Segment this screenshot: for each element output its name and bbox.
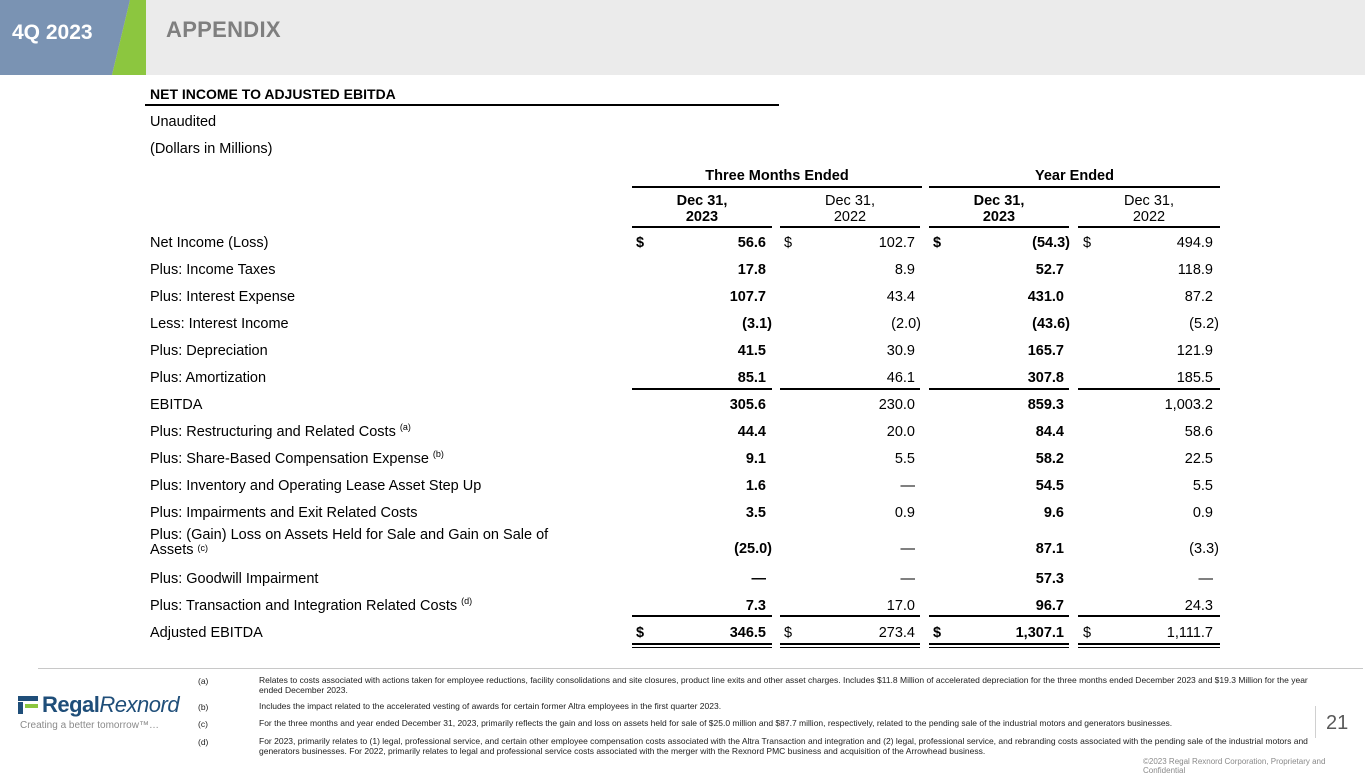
column-header-line1: Dec 31,: [825, 193, 875, 209]
table-cell: 3.5: [745, 505, 766, 521]
table-cell: 185.5: [1176, 370, 1213, 386]
table-cell: 85.1: [737, 370, 766, 386]
row-label-text: Plus: Interest Expense: [150, 289, 296, 305]
table-cell: 24.3: [1184, 598, 1213, 614]
footnote-key: (d): [198, 737, 209, 747]
row-label-text: Less: Interest Income: [150, 316, 289, 332]
table-row-label: [150, 424, 411, 440]
table-cell: 52.7: [1035, 262, 1064, 278]
currency-symbol: $: [933, 235, 942, 251]
column-header-line2: 2023: [982, 209, 1016, 225]
table-row-label: [150, 625, 263, 641]
table-cell: (5.2): [1189, 316, 1219, 332]
quarter-label: 4Q 2023: [12, 21, 93, 44]
table-cell: 8.9: [894, 262, 915, 278]
table-cell: 118.9: [1177, 262, 1213, 278]
table-cell: 58.6: [1184, 424, 1213, 440]
table-cell: 9.6: [1043, 505, 1064, 521]
table-cell: 44.4: [737, 424, 766, 440]
table-row-label: [150, 397, 202, 413]
table-cell: 43.4: [886, 289, 915, 305]
row-label-text: Plus: Impairments and Exit Related Costs: [150, 505, 418, 521]
table-cell: 0.9: [894, 505, 915, 521]
table-cell: 165.7: [1027, 343, 1064, 359]
column-header-q4-2023: [632, 193, 772, 225]
table-cell: 87.1: [1035, 541, 1064, 557]
row-label-text: Plus: Transaction and Integration Related Costs: [150, 598, 458, 614]
table-cell: 1,111.7: [1166, 625, 1213, 641]
table-cell: 30.9: [886, 343, 915, 359]
footnote-key: (b): [198, 702, 209, 712]
column-header-q4-2022: [780, 193, 920, 225]
group-header-year: Year Ended: [1035, 168, 1114, 184]
quarter-badge: [0, 0, 160, 75]
table-cell: 102.7: [878, 235, 915, 251]
table-row-label: [150, 505, 418, 521]
total-rule: [632, 643, 772, 645]
table-row-label: [150, 343, 268, 359]
company-tagline: Creating a better tomorrow™…: [20, 720, 159, 731]
column-header-line2: 2022: [833, 209, 867, 225]
footnote-ref: (b): [432, 449, 444, 459]
table-cell: 5.5: [894, 451, 915, 467]
table-row-label: [150, 451, 444, 467]
table-cell: 56.6: [737, 235, 766, 251]
footnote-text: Includes the impact related to the accelerated vesting of awards for certain former Altra employees in the first quarter 2023.: [259, 701, 722, 711]
currency-symbol: $: [784, 625, 793, 641]
footnote-text: For the three months and year ended December 31, 2023, primarily reflects the gain and loss on assets held for sale of $25.0 million and $87.7 million, respectively, related to the pending sale of the industrial motors and generators businesses.: [259, 718, 1173, 728]
total-rule: [780, 388, 920, 390]
column-rule: [632, 226, 772, 228]
row-label-text: EBITDA: [150, 397, 203, 413]
table-cell: 9.1: [745, 451, 766, 467]
header-bar: [0, 0, 1365, 75]
row-label-text: Plus: Goodwill Impairment: [150, 571, 319, 587]
section-title: NET INCOME TO ADJUSTED EBITDA: [150, 86, 396, 102]
table-row-label: [150, 316, 289, 332]
group-rule-year: [929, 186, 1220, 188]
table-cell: (3.1): [742, 316, 772, 332]
page-number: 21: [1326, 712, 1349, 734]
table-row-label: [150, 528, 548, 558]
table-cell: —: [751, 571, 766, 587]
currency-symbol: $: [636, 625, 645, 641]
group-rule-three-months: [632, 186, 922, 188]
table-cell: 22.5: [1184, 451, 1213, 467]
table-cell: —: [900, 541, 915, 557]
total-rule: [632, 647, 772, 648]
regal-rexnord-logo-icon: [18, 696, 40, 714]
total-rule: [1078, 615, 1220, 617]
logo-text-regal: Regal: [42, 692, 100, 717]
row-label-text: Adjusted EBITDA: [150, 625, 263, 641]
table-cell: (2.0): [891, 316, 921, 332]
table-cell: 273.4: [878, 625, 915, 641]
total-rule: [780, 647, 920, 648]
table-cell: 96.7: [1035, 598, 1064, 614]
footnote-text: Relates to costs associated with actions taken for employee reductions, facility consolidations and site closures, product line exits and other asset charges. Includes $11.8 Million of accelerated depreciation for the three months ended December 2023 and $19.3 Million for the year ended December 2023.: [259, 675, 1308, 695]
table-cell: 7.3: [745, 598, 766, 614]
table-cell: 1,003.2: [1164, 397, 1213, 413]
total-rule: [929, 643, 1069, 645]
row-label-text: Plus: Amortization: [150, 370, 267, 386]
table-row-label: [150, 478, 481, 494]
footnote-key: (a): [198, 676, 209, 686]
total-rule: [929, 615, 1069, 617]
total-rule: [1078, 647, 1220, 648]
table-row-label: [150, 598, 472, 614]
table-cell: 859.3: [1027, 397, 1064, 413]
column-header-line1: Dec 31,: [973, 193, 1025, 209]
row-label-text: Plus: Depreciation: [150, 343, 268, 359]
table-cell: 54.5: [1035, 478, 1064, 494]
table-cell: 41.5: [737, 343, 766, 359]
total-rule: [780, 615, 920, 617]
table-cell: 0.9: [1192, 505, 1213, 521]
total-rule: [929, 647, 1069, 648]
table-cell: 431.0: [1027, 289, 1064, 305]
logo-text-rexnord: Rexnord: [99, 692, 180, 717]
page-title: APPENDIX: [166, 17, 281, 42]
table-cell: 84.4: [1035, 424, 1064, 440]
section-title-rule: [145, 104, 779, 106]
row-label-text: Plus: Restructuring and Related Costs: [150, 424, 396, 440]
column-header-line2: 2023: [685, 209, 719, 225]
company-logo: [42, 692, 179, 718]
column-rule: [929, 226, 1069, 228]
table-cell: (25.0): [734, 541, 772, 557]
table-row-label: [150, 289, 295, 305]
currency-symbol: $: [784, 235, 793, 251]
section-subtitle-unaudited: Unaudited: [150, 114, 217, 130]
column-rule: [1078, 226, 1220, 228]
currency-symbol: $: [1083, 235, 1092, 251]
column-header-fy-2023: [929, 193, 1069, 225]
table-cell: —: [1198, 571, 1213, 587]
currency-symbol: $: [636, 235, 645, 251]
table-cell: 346.5: [729, 625, 766, 641]
column-header-line1: Dec 31,: [1124, 193, 1174, 209]
copyright-notice: ©2023 Regal Rexnord Corporation, Proprietary and Confidential: [1143, 757, 1326, 775]
table-cell: 121.9: [1176, 343, 1213, 359]
currency-symbol: $: [933, 625, 942, 641]
table-cell: 17.8: [737, 262, 766, 278]
table-cell: 305.6: [729, 397, 766, 413]
table-cell: 107.7: [729, 289, 766, 305]
footnote-ref: (d): [461, 596, 473, 606]
section-subtitle-units: (Dollars in Millions): [150, 141, 273, 157]
table-row-label: [150, 262, 275, 278]
row-label-text: Plus: Share-Based Compensation Expense: [150, 451, 429, 467]
column-header-line2: 2022: [1132, 209, 1166, 225]
table-cell: 57.3: [1035, 571, 1064, 587]
table-cell: 58.2: [1035, 451, 1064, 467]
footer-divider: [38, 668, 1363, 669]
row-label-text: Plus: Inventory and Operating Lease Asset Step Up: [150, 478, 482, 494]
total-rule: [1078, 643, 1220, 645]
table-cell: 17.0: [886, 598, 915, 614]
column-header-line1: Dec 31,: [676, 193, 728, 209]
group-header-three-months: Three Months Ended: [705, 168, 849, 184]
table-cell: 1,307.1: [1015, 625, 1064, 641]
table-cell: 307.8: [1027, 370, 1064, 386]
column-header-fy-2022: [1078, 193, 1220, 225]
page-number-divider: [1315, 706, 1316, 738]
table-cell: 230.0: [878, 397, 915, 413]
table-cell: (54.3): [1032, 235, 1070, 251]
row-label-text: Plus: Income Taxes: [150, 262, 276, 278]
currency-symbol: $: [1083, 625, 1092, 641]
total-rule: [632, 388, 772, 390]
row-label-text: Net Income (Loss): [150, 235, 269, 251]
footnote-key: (c): [198, 719, 208, 729]
table-cell: 5.5: [1192, 478, 1213, 494]
table-cell: (3.3): [1189, 541, 1219, 557]
table-cell: 20.0: [886, 424, 915, 440]
total-rule: [632, 615, 772, 617]
table-cell: —: [900, 571, 915, 587]
footnote-ref: (c): [197, 543, 209, 553]
footnote-text: For 2023, primarily relates to (1) legal, professional service, and certain other employee compensation costs associated with the Altra Transaction and integration and (2) legal, professional service, and rebranding costs associated with the pending sale of the industrial motors and generators businesses. For 2022, primarily relates to legal and professional service costs associated with the merger with the Rexnord PMC business and acquisition of the Arrowhead business.: [259, 736, 1308, 756]
total-rule: [929, 388, 1069, 390]
total-rule: [1078, 388, 1220, 390]
table-row-label: [150, 571, 318, 587]
table-cell: —: [900, 478, 915, 494]
table-cell: 46.1: [886, 370, 915, 386]
column-rule: [780, 226, 920, 228]
row-label-line1: Plus: (Gain) Loss on Assets Held for Sale and Gain on Sale of: [150, 527, 549, 543]
table-cell: 1.6: [745, 478, 766, 494]
total-rule: [780, 643, 920, 645]
table-cell: 494.9: [1176, 235, 1213, 251]
row-label-line2: Assets: [150, 542, 194, 558]
table-cell: 87.2: [1184, 289, 1213, 305]
footnote-ref: (a): [399, 422, 411, 432]
table-row-label: [150, 370, 266, 386]
table-row-label: [150, 235, 268, 251]
table-cell: (43.6): [1032, 316, 1070, 332]
